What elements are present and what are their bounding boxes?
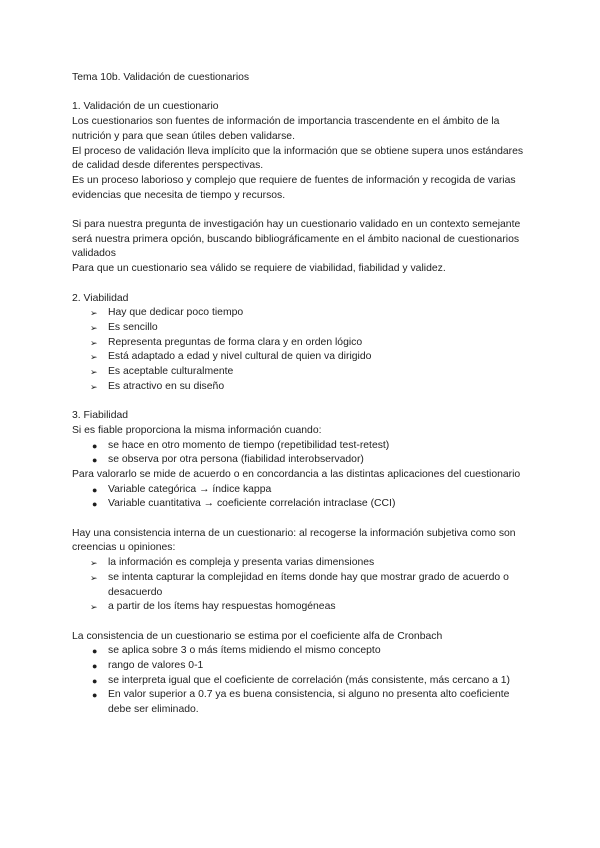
list-item: ➢ Es sencillo xyxy=(72,321,532,336)
arrow-bullet-icon: ➢ xyxy=(90,602,98,613)
bullet-icon: ● xyxy=(92,646,98,657)
fiabilidad-conditions-list xyxy=(72,439,532,468)
paragraph: El proceso de validación lleva implícito que la información que se obtiene supera unos estándares de calidad desde diferentes perspectivas. xyxy=(72,145,524,172)
paragraph: La consistencia de un cuestionario se estima por el coeficiente alfa de Cronbach xyxy=(72,630,443,642)
document-page xyxy=(72,71,532,718)
section-1-heading: 1. Validación de un cuestionario xyxy=(72,101,219,113)
arrow-bullet-icon: ➢ xyxy=(90,572,98,583)
bullet-icon: ● xyxy=(92,675,98,686)
measure-list xyxy=(72,483,532,512)
paragraph: Para valorarlo se mide de acuerdo o en concordancia a las distintas aplicaciones del cuestionario xyxy=(72,468,521,480)
list-item: ● rango de valores 0-1 xyxy=(72,659,532,674)
paragraph: Los cuestionarios son fuentes de información de importancia trascendente en el ámbito de la nutrición y para que sean útiles deben validarse. xyxy=(72,116,500,142)
paragraph: Si para nuestra pregunta de investigación hay un cuestionario validado en un contexto semejante será nuestra primera opción, buscando bibliográficamente en el ámbito nacional de cuestionarios validados xyxy=(72,219,521,260)
list-item: ➢ Hay que dedicar poco tiempo xyxy=(72,306,532,321)
list-item: ● se observa por otra persona (fiabilidad interobservador) xyxy=(72,453,532,468)
arrow-bullet-icon: ➢ xyxy=(90,381,98,392)
section-2-heading: 2. Viabilidad xyxy=(72,292,129,304)
arrow-bullet-icon: ➢ xyxy=(90,322,98,333)
list-item: ➢ Es aceptable culturalmente xyxy=(72,365,532,380)
list-item: ➢ se intenta capturar la complejidad en ítems donde hay que mostrar grado de acuerdo o desacuerdo xyxy=(90,571,509,598)
arrow-bullet-icon: ➢ xyxy=(90,352,98,363)
cronbach-list xyxy=(72,644,532,718)
list-item: ● Variable categórica → índice kappa xyxy=(72,483,532,498)
list-item: ➢ Está adaptado a edad y nivel cultural de quien va dirigido xyxy=(72,350,532,365)
bullet-icon: ● xyxy=(92,499,98,510)
arrow-bullet-icon: ➢ xyxy=(90,308,98,319)
paragraph: Para que un cuestionario sea válido se requiere de viabilidad, fiabilidad y validez. xyxy=(72,263,446,275)
list-item: ● Variable cuantitativa → coeficiente correlación intraclase (CCI) xyxy=(72,497,532,512)
document-title: Tema 10b. Validación de cuestionarios xyxy=(72,72,250,83)
arrow-bullet-icon: ➢ xyxy=(90,367,98,378)
bullet-icon: ● xyxy=(92,690,98,701)
paragraph: Si es fiable proporciona la misma información cuando: xyxy=(72,424,322,436)
consistency-list xyxy=(72,556,532,615)
section-3-heading: 3. Fiabilidad xyxy=(72,410,129,422)
bullet-icon: ● xyxy=(92,484,98,495)
bullet-icon: ● xyxy=(92,440,98,451)
bullet-icon: ● xyxy=(92,661,98,672)
paragraph: Es un proceso laborioso y complejo que requiere de fuentes de información y recogida de varias evidencias que necesita de tiempo y recursos. xyxy=(72,174,516,201)
list-item: ➢ la información es compleja y presenta varias dimensiones xyxy=(72,556,532,571)
list-item: ➢ Representa preguntas de forma clara y en orden lógico xyxy=(72,336,532,351)
arrow-bullet-icon: ➢ xyxy=(90,337,98,348)
bullet-icon: ● xyxy=(92,455,98,466)
list-item: ● En valor superior a 0.7 ya es buena consistencia, si alguno no presenta alto coeficiente debe ser eliminado. xyxy=(92,689,510,716)
list-item: ➢ Es atractivo en su diseño xyxy=(72,380,532,395)
viabilidad-list xyxy=(72,306,532,394)
list-item: ● se aplica sobre 3 o más ítems midiendo el mismo concepto xyxy=(72,644,532,659)
arrow-bullet-icon: ➢ xyxy=(90,558,98,569)
list-item: ● se interpreta igual que el coeficiente de correlación (más consistente, más cercano a 1) xyxy=(72,674,532,689)
list-item: ➢ a partir de los ítems hay respuestas homogéneas xyxy=(72,600,532,615)
list-item: ● se hace en otro momento de tiempo (repetibilidad test-retest) xyxy=(72,439,532,454)
paragraph: Hay una consistencia interna de un cuestionario: al recogerse la información subjetiva como son creencias u opiniones: xyxy=(72,527,516,554)
